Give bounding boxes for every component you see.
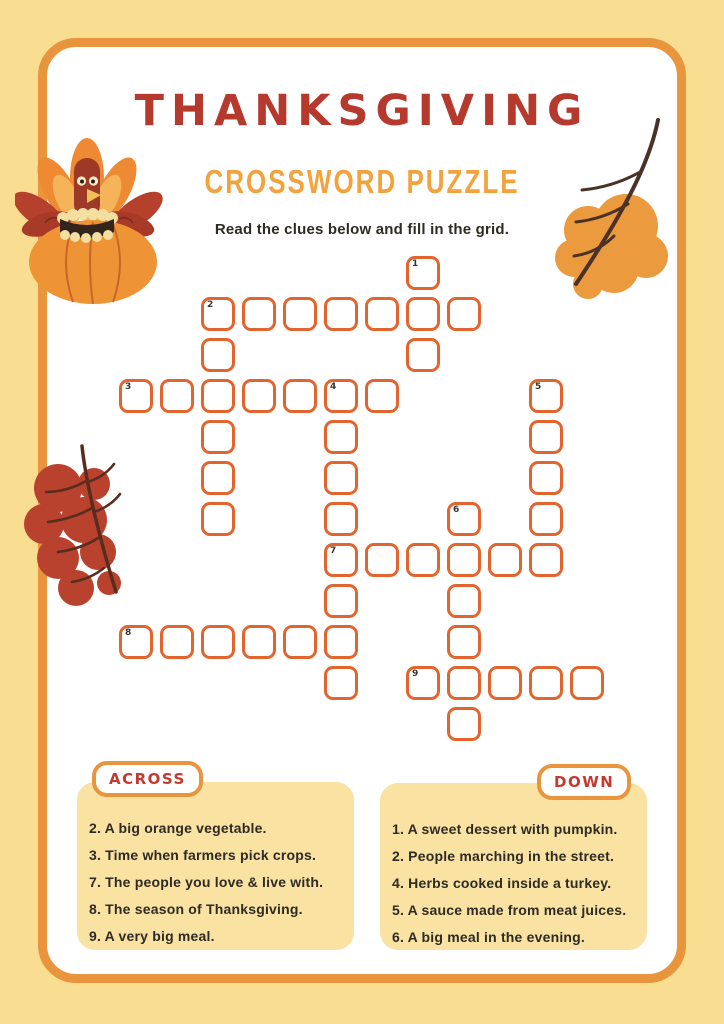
clue-item: 6. A big meal in the evening. — [392, 929, 586, 945]
grid-cell[interactable] — [529, 379, 563, 413]
grid-cell[interactable] — [406, 666, 440, 700]
down-clues-box — [380, 783, 647, 950]
cell-number: 9 — [412, 669, 419, 679]
clue-item: 7. The people you love & live with. — [89, 874, 324, 890]
grid-cell[interactable] — [529, 502, 563, 536]
grid-cell[interactable] — [365, 379, 399, 413]
grid-cell[interactable] — [447, 666, 481, 700]
cell-number: 8 — [125, 628, 132, 638]
grid-cell[interactable] — [447, 543, 481, 577]
grid-cell[interactable] — [201, 420, 235, 454]
grid-cell[interactable] — [201, 379, 235, 413]
grid-cell[interactable] — [160, 625, 194, 659]
clue-item: 1. A sweet dessert with pumpkin. — [392, 821, 618, 837]
grid-cell[interactable] — [529, 420, 563, 454]
cell-number: 1 — [412, 259, 419, 269]
grid-cell[interactable] — [488, 543, 522, 577]
cell-number: 3 — [125, 382, 132, 392]
grid-cell[interactable] — [242, 379, 276, 413]
grid-cell[interactable] — [324, 461, 358, 495]
grid-cell[interactable] — [283, 625, 317, 659]
page-subtitle: CROSSWORD PUZZLE — [204, 162, 520, 201]
down-label: DOWN — [537, 764, 631, 800]
grid-cell[interactable] — [324, 502, 358, 536]
grid-cell[interactable] — [447, 707, 481, 741]
crossword-grid — [119, 256, 605, 742]
grid-cell[interactable] — [201, 625, 235, 659]
grid-cell[interactable] — [201, 502, 235, 536]
grid-cell[interactable] — [447, 502, 481, 536]
grid-cell[interactable] — [324, 625, 358, 659]
grid-cell[interactable] — [324, 584, 358, 618]
grid-cell[interactable] — [324, 543, 358, 577]
clue-item: 9. A very big meal. — [89, 928, 215, 944]
cell-number: 2 — [207, 300, 214, 310]
grid-cell[interactable] — [324, 297, 358, 331]
grid-cell[interactable] — [570, 666, 604, 700]
page-title: THANKSGIVING — [134, 86, 590, 136]
grid-cell[interactable] — [529, 461, 563, 495]
grid-cell[interactable] — [447, 297, 481, 331]
cell-number: 7 — [330, 546, 337, 556]
grid-cell[interactable] — [283, 297, 317, 331]
grid-cell[interactable] — [529, 666, 563, 700]
grid-cell[interactable] — [160, 379, 194, 413]
clue-item: 2. A big orange vegetable. — [89, 820, 267, 836]
clue-item: 8. The season of Thanksgiving. — [89, 901, 303, 917]
instruction-text: Read the clues below and fill in the grid. — [214, 221, 510, 238]
clue-item: 4. Herbs cooked inside a turkey. — [392, 875, 612, 891]
grid-cell[interactable] — [365, 297, 399, 331]
grid-cell[interactable] — [201, 461, 235, 495]
grid-cell[interactable] — [119, 625, 153, 659]
grid-cell[interactable] — [365, 543, 399, 577]
grid-cell[interactable] — [324, 420, 358, 454]
cell-number: 4 — [330, 382, 337, 392]
clue-item: 2. People marching in the street. — [392, 848, 615, 864]
grid-cell[interactable] — [406, 297, 440, 331]
grid-cell[interactable] — [529, 543, 563, 577]
clue-item: 3. Time when farmers pick crops. — [89, 847, 317, 863]
grid-cell[interactable] — [406, 338, 440, 372]
grid-cell[interactable] — [406, 543, 440, 577]
grid-cell[interactable] — [242, 297, 276, 331]
grid-cell[interactable] — [447, 625, 481, 659]
grid-cell[interactable] — [324, 379, 358, 413]
clue-item: 5. A sauce made from meat juices. — [392, 902, 627, 918]
grid-cell[interactable] — [201, 297, 235, 331]
grid-cell[interactable] — [324, 666, 358, 700]
cell-number: 5 — [535, 382, 542, 392]
grid-cell[interactable] — [406, 256, 440, 290]
grid-cell[interactable] — [447, 584, 481, 618]
cell-number: 6 — [453, 505, 460, 515]
across-clues-list — [77, 782, 354, 950]
grid-cell[interactable] — [119, 379, 153, 413]
grid-cell[interactable] — [242, 625, 276, 659]
grid-cell[interactable] — [201, 338, 235, 372]
down-clues-list — [380, 783, 647, 951]
across-clues-box — [77, 782, 354, 950]
grid-cell[interactable] — [488, 666, 522, 700]
across-label: ACROSS — [92, 761, 203, 797]
grid-cell[interactable] — [283, 379, 317, 413]
red-oak-leaf-icon — [6, 440, 136, 615]
